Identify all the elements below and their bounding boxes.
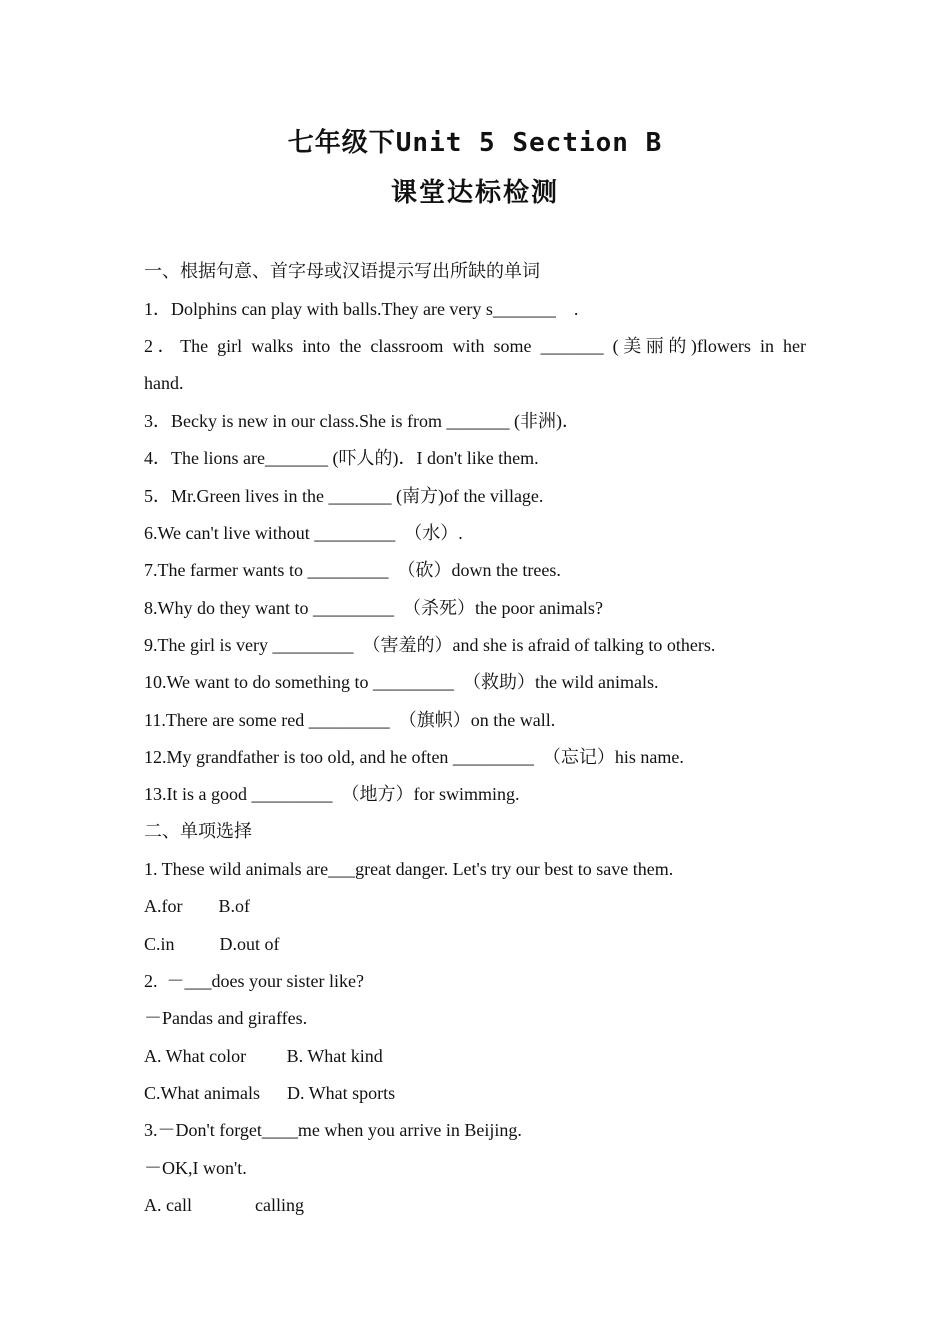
question-line: 12.My grandfather is too old, and he often _________ （忘记）his name. <box>144 747 684 767</box>
question-line: 3．Becky is new in our class.She is from _______ (非洲)． <box>144 411 580 431</box>
answer-line: －OK,I won't. <box>144 1158 247 1178</box>
question-line: 2. －___does your sister like? <box>144 971 364 991</box>
question-line: 11.There are some red _________ （旗帜）on the wall. <box>144 710 556 730</box>
question-line: 7.The farmer wants to _________ （砍）down the trees. <box>144 560 561 580</box>
page-subtitle: 课堂达标检测 <box>390 178 559 207</box>
question-line: hand. <box>144 373 184 393</box>
option-line: A. What color B. What kind <box>144 1046 383 1066</box>
section-heading: 一、根据句意、首字母或汉语提示写出所缺的单词 <box>144 261 540 281</box>
question-line: 2．The girl walks into the classroom with some _______ (美丽的)flowers in her <box>144 336 806 356</box>
option-line: C.What animals D. What sports <box>144 1083 396 1103</box>
title-prefix: 七年级下 <box>287 128 396 157</box>
question-line: 5．Mr.Green lives in the _______ (南方)of the village. <box>144 486 544 506</box>
question-line: 1. These wild animals are___great danger. Let's try our best to save them. <box>144 859 674 879</box>
question-line: 9.The girl is very _________ （害羞的）and she is afraid of talking to others. <box>144 635 716 655</box>
answer-line: －Pandas and giraffes. <box>144 1008 308 1028</box>
title-latin: Unit 5 Section B <box>395 128 663 158</box>
question-line: 6.We can't live without _________ （水）. <box>144 523 463 543</box>
question-line: 4．The lions are_______ (吓人的)．I don't like them. <box>144 448 539 468</box>
option-line: C.in D.out of <box>144 934 280 954</box>
option-line: A.for B.of <box>144 896 250 916</box>
question-line: 10.We want to do something to _________ （救助）the wild animals. <box>144 672 659 692</box>
page-title <box>0 122 950 159</box>
option-line: A. call calling <box>144 1195 304 1215</box>
section-heading: 二、单项选择 <box>144 821 252 841</box>
question-line: 3.－Don't forget____me when you arrive in Beijing. <box>144 1120 522 1140</box>
question-line: 8.Why do they want to _________ （杀死）the poor animals? <box>144 598 603 618</box>
question-line: 1．Dolphins can play with balls.They are very s_______ . <box>144 299 579 319</box>
question-line: 13.It is a good _________ （地方）for swimming. <box>144 784 520 804</box>
